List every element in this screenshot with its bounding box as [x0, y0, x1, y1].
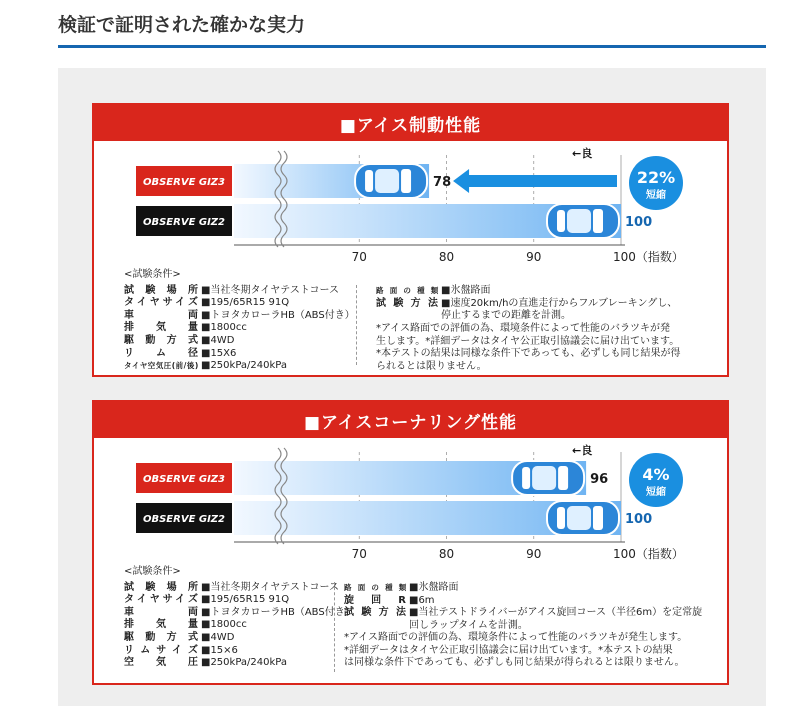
condition-value: 回しラップタイムを計測。: [409, 619, 528, 631]
condition-row: [344, 582, 702, 595]
condition-value: ■1800cc: [201, 322, 247, 334]
condition-value: ■250kPa/240kPa: [201, 360, 287, 372]
condition-value: ■6m: [409, 594, 435, 606]
ice-braking-panel: [92, 103, 729, 377]
tick-label: 100（指数）: [613, 547, 684, 561]
condition-label: 駆 動 方 式: [124, 334, 198, 346]
condition-value: ■速度20km/hの直進走行からフルブレーキングし、: [441, 297, 678, 309]
car-icon: [547, 501, 619, 535]
car-roof: [375, 169, 399, 193]
value-label: 78: [433, 175, 452, 190]
conditions-heading: <試験条件>: [124, 566, 181, 577]
improvement-arrow-shaft: [467, 175, 617, 187]
car-rear-window: [557, 507, 565, 529]
car-windshield: [593, 506, 603, 530]
test-notes: *アイス路面での評価の為、環境条件によって性能のバラツキが発 生します。*詳細データはタイヤ公正取引協議会に届け出ています。 *本テストの結果は同様な条件下であっても、必ずしも同じ結果が得 られるとは限りません。: [376, 323, 681, 372]
better-label: ←良: [572, 147, 593, 160]
condition-value: ■氷盤路面: [409, 582, 459, 593]
improvement-arrow-head: [453, 169, 469, 193]
conditions-heading: <試験条件>: [124, 269, 181, 280]
condition-row: [344, 620, 702, 633]
car-roof: [532, 466, 556, 490]
condition-row: [376, 285, 677, 298]
brand-label: OBSERVE GIZ3: [142, 474, 226, 485]
value-label: 100: [625, 215, 653, 230]
condition-row: [124, 632, 355, 645]
condition-row: [124, 322, 355, 335]
conditions-divider: [334, 582, 335, 672]
conditions-divider: [356, 285, 357, 365]
condition-row: [124, 310, 355, 323]
car-windshield: [401, 169, 411, 193]
condition-label: 試 験 方 法: [376, 297, 438, 309]
test-notes: *アイス路面での評価の為、環境条件によって性能のバラツキが発生します。 *詳細データはタイヤ公正取引協議会に届け出ています。*本テストの結果 は同様な条件下であっても、必ずしも同じ結果が得られるとは限りません。: [344, 632, 688, 669]
badge-value: 4%: [642, 465, 670, 484]
car-roof: [567, 209, 591, 233]
condition-label: [376, 310, 438, 323]
ice-braking-chart: [94, 141, 727, 269]
heading-underline: [58, 45, 766, 48]
condition-label: 試 験 場 所: [124, 284, 198, 296]
value-label: 96: [590, 472, 609, 487]
condition-value: ■15×6: [201, 644, 238, 656]
condition-label: 旋 回 R: [344, 594, 406, 606]
badge-text: 短縮: [646, 190, 666, 201]
condition-row: [124, 645, 355, 658]
tick-label: 90: [526, 547, 542, 561]
test-conditions-left: [124, 566, 355, 670]
condition-row: [124, 348, 355, 361]
condition-row: [344, 595, 702, 608]
badge-value: 22%: [636, 168, 676, 187]
car-windshield: [593, 209, 603, 233]
car-icon: [355, 164, 427, 198]
test-conditions-right: [344, 582, 702, 632]
condition-value: ■当社テストドライバーがアイス旋回コース（半径6m）を定常旋: [409, 607, 703, 619]
tick-label: 90: [526, 250, 542, 264]
tick-label: 70: [351, 547, 367, 561]
car-windshield: [558, 466, 568, 490]
brand-label: OBSERVE GIZ2: [142, 514, 226, 525]
condition-value: ■氷盤路面: [441, 285, 491, 296]
condition-row: [376, 310, 677, 323]
condition-row: [124, 657, 355, 670]
condition-value: ■トヨタカローラHB（ABS付き）: [201, 309, 355, 321]
condition-label: 車 両: [124, 606, 198, 618]
test-conditions-left: [124, 269, 355, 373]
condition-label: 駆 動 方 式: [124, 631, 198, 643]
tick-label: 70: [351, 250, 367, 264]
tick-label: 100（指数）: [613, 250, 684, 264]
condition-label: タイヤサイズ: [124, 594, 198, 606]
panel-title: ■アイス制動性能: [94, 105, 727, 141]
condition-label: 試 験 場 所: [124, 581, 198, 593]
car-icon: [512, 461, 584, 495]
condition-value: ■4WD: [201, 334, 235, 346]
car-rear-window: [557, 210, 565, 232]
test-conditions-right: [376, 285, 677, 323]
condition-row: [124, 335, 355, 348]
car-rear-window: [365, 170, 373, 192]
condition-label: 路 面 の 種 類: [376, 286, 438, 295]
condition-value: ■15X6: [201, 347, 237, 359]
condition-label: 排 気 量: [124, 619, 198, 631]
car-icon: [547, 204, 619, 238]
condition-label: タイヤ空気圧(前/後): [124, 361, 198, 371]
condition-label: リ ム 径: [124, 347, 198, 359]
car-rear-window: [522, 467, 530, 489]
condition-value: ■1800cc: [201, 619, 247, 631]
condition-row: [124, 360, 355, 373]
condition-label: リムサイズ: [124, 644, 198, 656]
panel-title: ■アイスコーナリング性能: [94, 402, 727, 438]
condition-label: 排 気 量: [124, 322, 198, 334]
condition-row: [124, 285, 355, 298]
badge-text: 短縮: [646, 487, 666, 498]
condition-value: ■250kPa/240kPa: [201, 657, 287, 669]
condition-label: [344, 620, 406, 633]
condition-label: タイヤサイズ: [124, 297, 198, 309]
condition-label: 車 両: [124, 309, 198, 321]
condition-value: 停止するまでの距離を計測。: [441, 310, 571, 322]
condition-row: [124, 582, 355, 595]
condition-row: [124, 297, 355, 310]
condition-row: [124, 607, 355, 620]
condition-label: 試 験 方 法: [344, 607, 406, 619]
condition-value: ■当社冬期タイヤテストコース: [201, 284, 339, 296]
condition-row: [124, 619, 355, 632]
tick-label: 80: [438, 250, 455, 264]
condition-row: [124, 594, 355, 607]
ice-cornering-chart: [94, 438, 727, 566]
brand-label: OBSERVE GIZ2: [142, 217, 226, 228]
condition-value: ■195/65R15 91Q: [201, 297, 290, 309]
condition-row: [376, 298, 677, 311]
better-label: ←良: [572, 444, 593, 457]
condition-row: [344, 607, 702, 620]
tick-label: 80: [438, 547, 455, 561]
condition-value: ■195/65R15 91Q: [201, 594, 290, 606]
page-title: 検証で証明された確かな実力: [58, 14, 306, 36]
condition-value: ■当社冬期タイヤテストコース: [201, 581, 339, 593]
brand-label: OBSERVE GIZ3: [142, 177, 226, 188]
condition-label: 路 面 の 種 類: [344, 583, 406, 592]
condition-value: ■4WD: [201, 631, 235, 643]
ice-cornering-panel: [92, 400, 729, 685]
car-roof: [567, 506, 591, 530]
condition-label: 空 気 圧: [124, 657, 198, 669]
condition-value: ■トヨタカローラHB（ABS付き）: [201, 606, 355, 618]
value-label: 100: [625, 512, 653, 527]
